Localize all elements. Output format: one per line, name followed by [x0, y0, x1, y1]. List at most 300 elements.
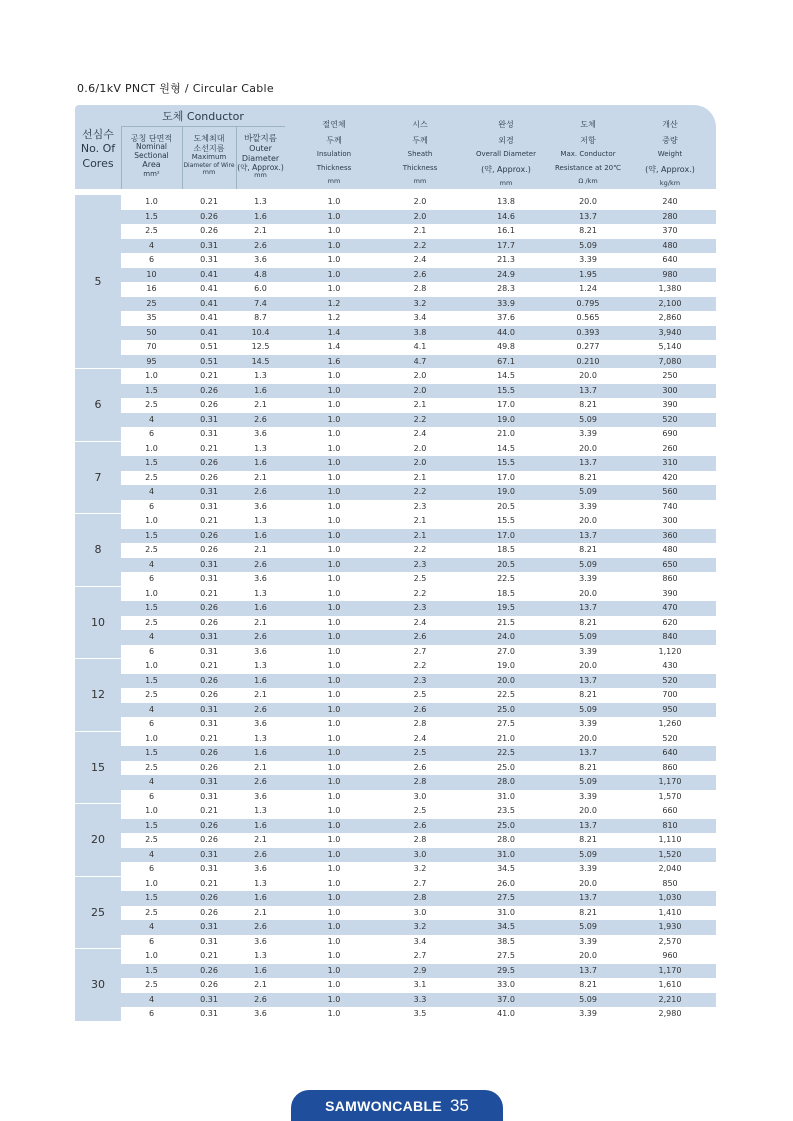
table-cell: 860	[662, 574, 678, 583]
table-cell: 0.26	[200, 965, 218, 975]
table-cell: 470	[662, 603, 678, 612]
table-cell: 13.7	[579, 211, 597, 221]
table-cell: 1.0	[327, 240, 341, 250]
table-cell: 0.21	[200, 197, 218, 206]
table-cell: 2.2	[413, 588, 427, 598]
table-cell: 2.3	[413, 501, 427, 511]
table-cell: 15.5	[497, 458, 515, 467]
table-cell: 24.9	[497, 269, 515, 279]
table-cell: 2.8	[413, 777, 427, 786]
table-cell: 1.0	[327, 226, 341, 235]
table-cell: 1.3	[254, 878, 267, 888]
table-cell: 3.0	[413, 849, 427, 859]
table-cell: 20.0	[579, 197, 597, 206]
table-cell: 35	[146, 313, 157, 322]
table-cell: 1.0	[327, 487, 341, 496]
table-cell: 1,570	[658, 791, 682, 801]
table-row	[121, 587, 716, 602]
page-title: 0.6/1kV PNCT 원형 / Circular Cable	[77, 82, 274, 95]
table-row	[121, 442, 716, 457]
table-cell: 1.0	[327, 849, 341, 859]
table-cell: 15.5	[497, 385, 515, 395]
table-cell: 1.0	[327, 893, 341, 902]
table-cell: 6	[148, 501, 155, 511]
table-cell: 0.277	[576, 342, 600, 351]
table-cell: 2.1	[413, 226, 427, 235]
table-cell: 2,040	[658, 864, 682, 873]
table-cell: 21.5	[497, 617, 515, 627]
table-cell: 520	[662, 733, 678, 743]
table-cell: 2.1	[254, 545, 267, 554]
table-row	[121, 471, 716, 486]
table-cell: 1.6	[254, 965, 267, 975]
table-cell: 8.21	[579, 690, 597, 699]
table-cell: 1.0	[145, 588, 158, 598]
table-cell: 4	[148, 994, 155, 1004]
table-row	[121, 862, 716, 877]
table-cell: 17.0	[497, 472, 515, 482]
table-cell: 1.3	[254, 733, 267, 743]
table-cell: 2.6	[254, 240, 267, 250]
table-cell: 980	[662, 269, 678, 279]
table-cell: 1.0	[327, 385, 341, 395]
table-cell: 2.3	[413, 603, 427, 612]
table-cell: 21.0	[497, 429, 515, 438]
table-cell: 0.51	[200, 356, 218, 366]
table-cell: 2.5	[413, 748, 427, 757]
table-cell: 1.24	[579, 284, 597, 293]
table-cell: 2.6	[254, 559, 267, 569]
table-cell: 3.0	[413, 907, 427, 917]
header-overall-diameter: 완성 외경 Overall Diameter (약, Approx.) mm	[476, 120, 536, 188]
table-cell: 23.5	[497, 806, 515, 815]
table-cell: 5,140	[658, 342, 682, 351]
table-cell: 0.31	[200, 1009, 218, 1018]
table-row	[121, 543, 716, 558]
table-row	[121, 993, 716, 1008]
table-cell: 360	[662, 530, 678, 540]
table-cell: 8.21	[579, 472, 597, 482]
table-row	[121, 485, 716, 500]
table-cell: 2.0	[413, 385, 427, 395]
table-cell: 27.5	[497, 893, 515, 902]
table-cell: 310	[662, 458, 678, 467]
table-cell: 2.5	[145, 690, 158, 699]
table-row	[121, 949, 716, 964]
table-cell: 0.26	[200, 211, 218, 221]
table-cell: 1.0	[327, 835, 341, 844]
cores-cell: 8	[75, 514, 121, 586]
table-cell: 2.8	[413, 893, 427, 902]
table-cell: 2.2	[413, 487, 427, 496]
table-cell: 3.39	[579, 864, 597, 873]
table-cell: 3.6	[254, 646, 267, 656]
table-cell: 1.3	[254, 661, 267, 670]
table-cell: 480	[662, 545, 678, 554]
table-cell: 2.2	[413, 545, 427, 554]
table-cell: 5.09	[579, 849, 597, 859]
table-cell: 2.3	[413, 559, 427, 569]
table-cell: 1.3	[254, 371, 267, 380]
table-cell: 0.21	[200, 443, 218, 453]
table-cell: 1.0	[145, 516, 158, 525]
table-cell: 620	[662, 617, 678, 627]
table-cell: 960	[662, 951, 678, 960]
table-cell: 1.0	[327, 371, 341, 380]
table-row	[121, 514, 716, 529]
table-row	[121, 398, 716, 413]
table-cell: 0.31	[200, 487, 218, 496]
table-cell: 31.0	[497, 907, 515, 917]
table-cell: 5.09	[579, 922, 597, 931]
table-row	[121, 500, 716, 515]
table-cell: 1.5	[145, 675, 158, 685]
table-cell: 20.5	[497, 501, 515, 511]
table-cell: 3.39	[579, 574, 597, 583]
table-cell: 8.21	[579, 226, 597, 235]
table-cell: 1.5	[145, 965, 158, 975]
table-cell: 3.39	[579, 429, 597, 438]
table-cell: 5.09	[579, 994, 597, 1004]
table-cell: 5.09	[579, 414, 597, 424]
table-cell: 3.4	[413, 936, 427, 946]
table-cell: 1.0	[327, 704, 341, 714]
table-cell: 1.2	[327, 313, 341, 322]
table-cell: 3.5	[413, 1009, 427, 1018]
table-cell: 1,110	[658, 835, 682, 844]
table-cell: 0.31	[200, 429, 218, 438]
table-row	[121, 195, 716, 210]
table-cell: 13.7	[579, 820, 597, 830]
table-cell: 3.2	[413, 922, 427, 931]
table-cell: 5.09	[579, 632, 597, 641]
table-cell: 2.5	[413, 574, 427, 583]
table-cell: 2.1	[254, 472, 267, 482]
table-cell: 3.39	[579, 1009, 597, 1018]
table-cell: 0.31	[200, 719, 218, 728]
cores-cell: 5	[75, 195, 121, 368]
table-cell: 950	[662, 704, 678, 714]
table-cell: 420	[662, 472, 678, 482]
table-cell: 1.6	[254, 820, 267, 830]
table-cell: 2.1	[254, 226, 267, 235]
table-cell: 20.0	[579, 516, 597, 525]
table-cell: 6	[148, 574, 155, 583]
table-row	[121, 732, 716, 747]
table-cell: 260	[662, 443, 678, 453]
table-cell: 8.21	[579, 762, 597, 772]
table-cell: 1.0	[327, 516, 341, 525]
table-cell: 1.6	[254, 675, 267, 685]
table-cell: 20.0	[579, 588, 597, 598]
table-cell: 1,610	[658, 980, 682, 989]
table-row	[121, 282, 716, 297]
table-cell: 20.0	[579, 806, 597, 815]
table-cell: 31.0	[497, 791, 515, 801]
table-cell: 1.0	[327, 806, 341, 815]
table-cell: 33.9	[497, 298, 515, 308]
table-cell: 0.26	[200, 748, 218, 757]
table-cell: 1.0	[327, 632, 341, 641]
table-cell: 2.1	[254, 690, 267, 699]
table-cell: 0.21	[200, 661, 218, 670]
table-cell: 6	[148, 791, 155, 801]
table-cell: 0.26	[200, 545, 218, 554]
table-cell: 2.5	[145, 980, 158, 989]
table-row	[121, 891, 716, 906]
table-cell: 14.5	[497, 443, 515, 453]
table-row	[121, 1007, 716, 1022]
table-cell: 1.0	[327, 559, 341, 569]
table-cell: 2.8	[413, 284, 427, 293]
table-row	[121, 775, 716, 790]
table-cell: 0.51	[200, 342, 218, 351]
table-cell: 20.0	[579, 878, 597, 888]
table-cell: 1.0	[145, 733, 158, 743]
table-cell: 6	[148, 429, 155, 438]
table-cell: 1.3	[254, 588, 267, 598]
table-cell: 0.26	[200, 226, 218, 235]
table-cell: 1.0	[327, 646, 341, 656]
table-cell: 1.0	[145, 371, 158, 380]
table-cell: 1.0	[145, 197, 158, 206]
table-cell: 1.0	[327, 951, 341, 960]
table-row	[121, 906, 716, 921]
table-cell: 3.6	[254, 255, 267, 264]
table-cell: 20.5	[497, 559, 515, 569]
table-cell: 14.5	[251, 356, 270, 366]
table-cell: 2.6	[254, 777, 267, 786]
table-cell: 12.5	[251, 342, 270, 351]
table-cell: 2.5	[145, 907, 158, 917]
cores-cell: 15	[75, 732, 121, 804]
table-cell: 3,940	[658, 327, 682, 337]
table-cell: 2.4	[413, 255, 427, 264]
table-cell: 20.0	[579, 661, 597, 670]
table-row	[121, 616, 716, 631]
table-cell: 8.21	[579, 617, 597, 627]
table-cell: 3.6	[254, 1009, 267, 1018]
table-cell: 2,570	[658, 936, 682, 946]
table-cell: 1.0	[327, 458, 341, 467]
table-cell: 1.3	[254, 951, 267, 960]
table-cell: 0.21	[200, 371, 218, 380]
table-cell: 2.1	[254, 980, 267, 989]
table-cell: 0.41	[200, 284, 218, 293]
table-cell: 1.5	[145, 603, 158, 612]
table-row	[121, 848, 716, 863]
table-row	[121, 456, 716, 471]
table-cell: 37.6	[497, 313, 515, 322]
table-row	[121, 920, 716, 935]
table-cell: 2.2	[413, 240, 427, 250]
table-cell: 1.0	[145, 878, 158, 888]
table-cell: 0.26	[200, 762, 218, 772]
table-row	[121, 645, 716, 660]
table-cell: 1,170	[658, 965, 682, 975]
table-cell: 2.5	[145, 226, 158, 235]
table-cell: 44.0	[497, 327, 515, 337]
table-cell: 2.4	[413, 733, 427, 743]
table-cell: 0.21	[200, 588, 218, 598]
table-cell: 520	[662, 414, 678, 424]
table-row	[121, 761, 716, 776]
table-row	[121, 964, 716, 979]
table-cell: 1.5	[145, 820, 158, 830]
table-cell: 1.0	[327, 864, 341, 873]
table-cell: 690	[662, 429, 678, 438]
table-cell: 0.565	[576, 313, 600, 322]
table-cell: 560	[662, 487, 678, 496]
table-cell: 2.6	[254, 414, 267, 424]
table-cell: 0.21	[200, 516, 218, 525]
table-cell: 0.26	[200, 603, 218, 612]
table-cell: 50	[146, 327, 157, 337]
table-cell: 0.31	[200, 646, 218, 656]
cores-cell: 20	[75, 804, 121, 876]
table-cell: 25	[146, 298, 157, 308]
table-cell: 28.0	[497, 835, 515, 844]
table-cell: 2.2	[413, 414, 427, 424]
table-cell: 0.41	[200, 269, 218, 279]
table-cell: 2.0	[413, 211, 427, 221]
table-row	[121, 268, 716, 283]
table-cell: 25.0	[497, 704, 515, 714]
table-cell: 5.09	[579, 777, 597, 786]
table-cell: 18.5	[497, 588, 515, 598]
table-cell: 0.31	[200, 501, 218, 511]
table-cell: 1.0	[327, 472, 341, 482]
table-cell: 8.21	[579, 980, 597, 989]
table-cell: 1.5	[145, 458, 158, 467]
table-row	[121, 369, 716, 384]
table-cell: 21.0	[497, 733, 515, 743]
table-cell: 34.5	[497, 922, 515, 931]
table-cell: 22.5	[497, 690, 515, 699]
brand-name: SAMWONCABLE	[325, 1097, 442, 1114]
table-cell: 1.0	[327, 588, 341, 598]
table-row	[121, 833, 716, 848]
table-cell: 1.3	[254, 197, 267, 206]
table-cell: 17.0	[497, 400, 515, 409]
table-cell: 0.21	[200, 878, 218, 888]
table-row	[121, 659, 716, 674]
table-cell: 0.21	[200, 733, 218, 743]
table-cell: 16	[146, 284, 157, 293]
table-cell: 1.0	[327, 791, 341, 801]
header-resistance: 도체 저항 Max. Conductor Resistance at 20℃ Ω /km	[555, 120, 621, 186]
table-cell: 2.1	[413, 516, 427, 525]
table-cell: 8.21	[579, 545, 597, 554]
table-cell: 3.2	[413, 298, 427, 308]
table-cell: 650	[662, 559, 678, 569]
table-cell: 1.6	[254, 385, 267, 395]
table-row	[121, 413, 716, 428]
table-cell: 95	[146, 356, 157, 366]
table-cell: 4	[148, 632, 155, 641]
table-cell: 6	[148, 255, 155, 264]
table-row	[121, 311, 716, 326]
table-cell: 19.5	[497, 603, 515, 612]
table-cell: 2.1	[413, 472, 427, 482]
table-cell: 1.0	[327, 719, 341, 728]
table-cell: 1.0	[327, 574, 341, 583]
table-cell: 2.0	[413, 458, 427, 467]
table-cell: 2.1	[413, 400, 427, 409]
table-cell: 280	[662, 211, 678, 221]
table-cell: 7,080	[658, 356, 682, 366]
table-cell: 5.09	[579, 487, 597, 496]
table-cell: 1.0	[145, 951, 158, 960]
table-cell: 31.0	[497, 849, 515, 859]
table-cell: 3.6	[254, 429, 267, 438]
table-cell: 1.3	[254, 443, 267, 453]
table-row	[121, 935, 716, 950]
table-cell: 13.7	[579, 530, 597, 540]
table-cell: 13.7	[579, 748, 597, 757]
table-cell: 3.6	[254, 501, 267, 511]
table-cell: 2.6	[254, 994, 267, 1004]
table-row	[121, 601, 716, 616]
table-cell: 4	[148, 704, 155, 714]
cores-cell: 7	[75, 442, 121, 514]
table-cell: 0.26	[200, 458, 218, 467]
table-cell: 4.7	[413, 356, 427, 366]
table-cell: 27.5	[497, 951, 515, 960]
header-max-wire: 도체최대 소선지름 Maximum Diameter of Wire mm	[183, 134, 235, 176]
header-conductor-group: 도체 Conductor	[162, 110, 244, 123]
table-row	[121, 384, 716, 399]
table-cell: 390	[662, 400, 678, 409]
table-cell: 2.6	[413, 820, 427, 830]
table-cell: 37.0	[497, 994, 515, 1004]
table-cell: 2.5	[145, 835, 158, 844]
table-cell: 2.8	[413, 719, 427, 728]
table-cell: 5.09	[579, 240, 597, 250]
table-cell: 2.6	[413, 704, 427, 714]
table-cell: 1.0	[327, 994, 341, 1004]
table-cell: 2.6	[254, 849, 267, 859]
table-cell: 1.2	[327, 298, 341, 308]
table-cell: 1,120	[658, 646, 682, 656]
table-cell: 3.6	[254, 936, 267, 946]
header-cores: 선심수 No. Of Cores	[80, 128, 116, 170]
table-cell: 0.41	[200, 298, 218, 308]
table-cell: 2,210	[658, 994, 682, 1004]
table-row	[121, 819, 716, 834]
table-cell: 0.31	[200, 777, 218, 786]
table-cell: 5.09	[579, 559, 597, 569]
table-cell: 390	[662, 588, 678, 598]
table-cell: 38.5	[497, 936, 515, 946]
table-cell: 0.31	[200, 559, 218, 569]
table-cell: 13.7	[579, 675, 597, 685]
table-cell: 0.31	[200, 936, 218, 946]
table-cell: 0.26	[200, 820, 218, 830]
table-cell: 1.5	[145, 893, 158, 902]
table-cell: 1.0	[327, 255, 341, 264]
table-cell: 1.5	[145, 385, 158, 395]
table-cell: 1.0	[327, 284, 341, 293]
table-cell: 3.39	[579, 646, 597, 656]
table-cell: 2.6	[254, 487, 267, 496]
table-cell: 0.21	[200, 951, 218, 960]
table-cell: 300	[662, 385, 678, 395]
table-cell: 860	[662, 762, 678, 772]
table-cell: 1.0	[327, 922, 341, 931]
table-cell: 4	[148, 849, 155, 859]
table-cell: 850	[662, 878, 678, 888]
